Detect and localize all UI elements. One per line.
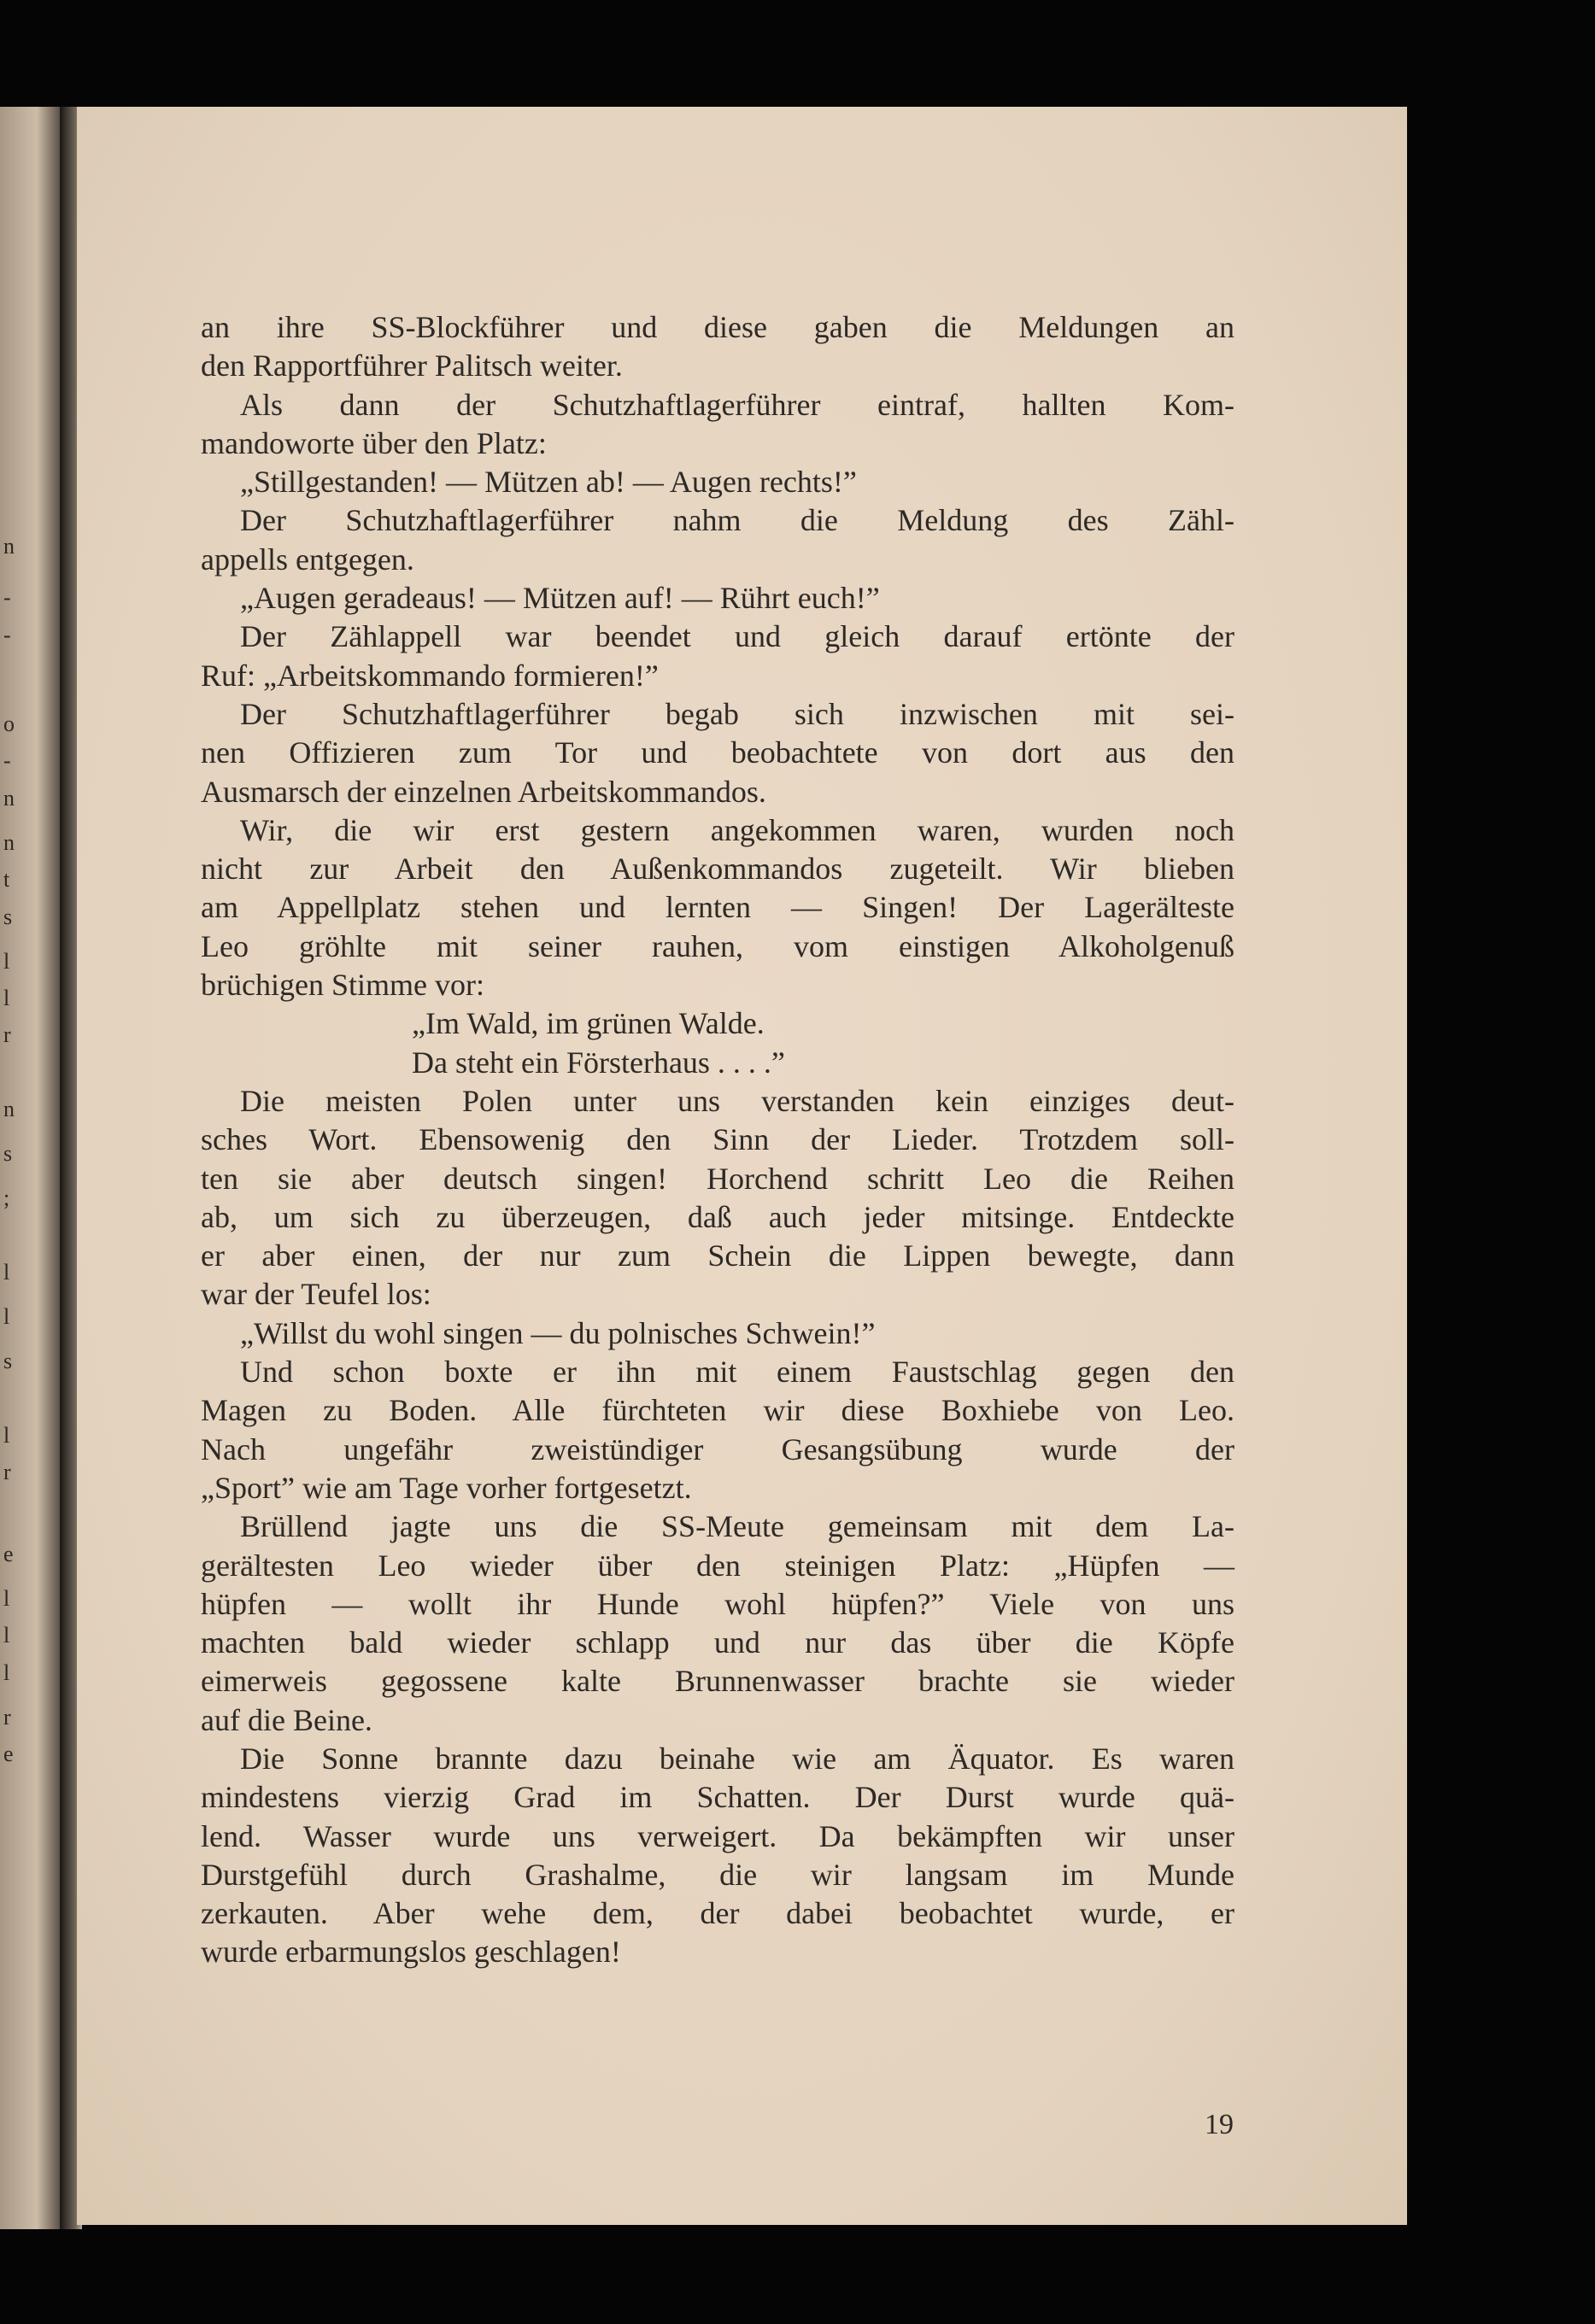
facing-page-letter: r	[3, 1460, 11, 1485]
text-line: „Willst du wohl singen — du polnisches Schwein!”	[240, 1315, 876, 1350]
facing-page-letter: n	[3, 785, 15, 811]
text-line: eimerweis gegossene kalte Brunnenwasser brachte sie wieder	[201, 1664, 1234, 1699]
text-line: auf die Beine.	[201, 1702, 372, 1737]
text-line: sches Wort. Ebensowenig den Sinn der Lieder. Trotzdem soll-	[201, 1122, 1234, 1157]
facing-page-letter: t	[3, 867, 10, 893]
text-line: nen Offizieren zum Tor und beobachtete von dort aus den	[201, 735, 1234, 770]
text-line: Und schon boxte er ihn mit einem Faustschlag gegen den	[240, 1355, 1234, 1390]
facing-page-letter: s	[3, 904, 13, 929]
text-line: Nach ungefähr zweistündiger Gesangsübung wurde der	[201, 1431, 1234, 1466]
text-line: „Stillgestanden! — Mützen ab! — Augen rechts!”	[240, 465, 857, 500]
facing-page-letter: l	[3, 1660, 10, 1685]
text-line: Wir, die wir erst gestern angekommen waren, wurden noch	[240, 812, 1234, 847]
book-page	[77, 107, 1407, 2225]
text-line: Brüllend jagte uns die SS-Meute gemeinsam mit dem La-	[240, 1509, 1234, 1544]
facing-page-letter: n	[3, 1097, 15, 1122]
text-line: am Appellplatz stehen und lernten — Singen! Der Lagerälteste	[201, 890, 1234, 925]
text-line: Der Schutzhaftlagerführer begab sich inzwischen mit sei-	[240, 696, 1234, 731]
facing-page-letter: n	[3, 533, 15, 559]
facing-page-edge	[0, 107, 67, 2229]
text-line: appells entgegen.	[201, 541, 414, 577]
text-line: mindestens vierzig Grad im Schatten. Der Durst wurde quä-	[201, 1780, 1234, 1815]
text-line: Als dann der Schutzhaftlagerführer eintraf, hallten Kom-	[240, 387, 1234, 422]
text-line: mandoworte über den Platz:	[201, 425, 547, 460]
text-line: ten sie aber deutsch singen! Horchend schritt Leo die Reihen	[201, 1161, 1234, 1196]
text-line: „Sport” wie am Tage vorher fortgesetzt.	[201, 1470, 692, 1505]
text-line: gerältesten Leo wieder über den steinigen Platz: „Hüpfen —	[201, 1548, 1234, 1583]
facing-page-letter: n	[3, 829, 15, 855]
text-line: wurde erbarmungslos geschlagen!	[201, 1935, 621, 1970]
text-line: er aber einen, der nur zum Schein die Lippen bewegte, dann	[201, 1238, 1234, 1273]
text-line: den Rapportführer Palitsch weiter.	[201, 348, 623, 383]
facing-page-letter: -	[3, 622, 11, 647]
facing-page-letter: l	[3, 1422, 10, 1448]
text-line: ab, um sich zu überzeugen, daß auch jeder mitsinge. Entdeckte	[201, 1199, 1234, 1234]
facing-page-letter: l	[3, 1304, 10, 1330]
text-line: Ruf: „Arbeitskommando formieren!”	[201, 658, 659, 693]
text-line: brüchigen Stimme vor:	[201, 968, 484, 1003]
facing-page-letter: s	[3, 1141, 13, 1167]
text-line: hüpfen — wollt ihr Hunde wohl hüpfen?” Viele von uns	[201, 1586, 1234, 1621]
text-line: Magen zu Boden. Alle fürchteten wir diese Boxhiebe von Leo.	[201, 1393, 1234, 1428]
facing-page-letter: l	[3, 1260, 10, 1285]
facing-page-letter: l	[3, 985, 10, 1010]
text-line: Der Zählappell war beendet und gleich darauf ertönte der	[240, 619, 1234, 654]
text-line: machten bald wieder schlapp und nur das über die Köpfe	[201, 1625, 1234, 1660]
facing-page-letter: s	[3, 1349, 13, 1374]
page-body-text	[201, 308, 1234, 1972]
facing-page-letter: r	[3, 1022, 11, 1048]
text-line: war der Teufel los:	[201, 1277, 431, 1312]
verse-line: Da steht ein Försterhaus . . . .”	[412, 1045, 785, 1080]
text-line: Ausmarsch der einzelnen Arbeitskommandos.	[201, 774, 766, 809]
facing-page-letter: ;	[3, 1185, 10, 1211]
text-line: lend. Wasser wurde uns verweigert. Da bekämpften wir unser	[201, 1818, 1234, 1853]
text-line: an ihre SS-Blockführer und diese gaben die Meldungen an	[201, 310, 1234, 344]
facing-page-letter: -	[3, 748, 11, 774]
text-line: Der Schutzhaftlagerführer nahm die Meldung des Zähl-	[240, 503, 1234, 538]
facing-page-letter: o	[3, 711, 15, 736]
text-line: Leo gröhlte mit seiner rauhen, vom einstigen Alkoholgenuß	[201, 928, 1234, 963]
page-number: 19	[1205, 2109, 1234, 2140]
text-line: zerkauten. Aber wehe dem, der dabei beobachtet wurde, er	[201, 1896, 1234, 1931]
facing-page-letter: l	[3, 948, 10, 974]
text-line: Die Sonne brannte dazu beinahe wie am Äquator. Es waren	[240, 1741, 1234, 1776]
verse-line: „Im Wald, im grünen Walde.	[412, 1006, 765, 1041]
text-line: „Augen geradeaus! — Mützen auf! — Rührt euch!”	[240, 581, 880, 616]
text-line: nicht zur Arbeit den Außenkommandos zugeteilt. Wir blieben	[201, 852, 1234, 887]
facing-page-letter: e	[3, 1541, 14, 1566]
facing-page-letter: r	[3, 1704, 11, 1730]
text-line: Durstgefühl durch Grashalme, die wir langsam im Munde	[201, 1857, 1234, 1892]
facing-page-letter: -	[3, 585, 11, 611]
facing-page-letter: e	[3, 1742, 14, 1766]
text-line: Die meisten Polen unter uns verstanden kein einziges deut-	[240, 1083, 1234, 1118]
facing-page-letter: l	[3, 1585, 10, 1611]
facing-page-letter: l	[3, 1623, 10, 1648]
